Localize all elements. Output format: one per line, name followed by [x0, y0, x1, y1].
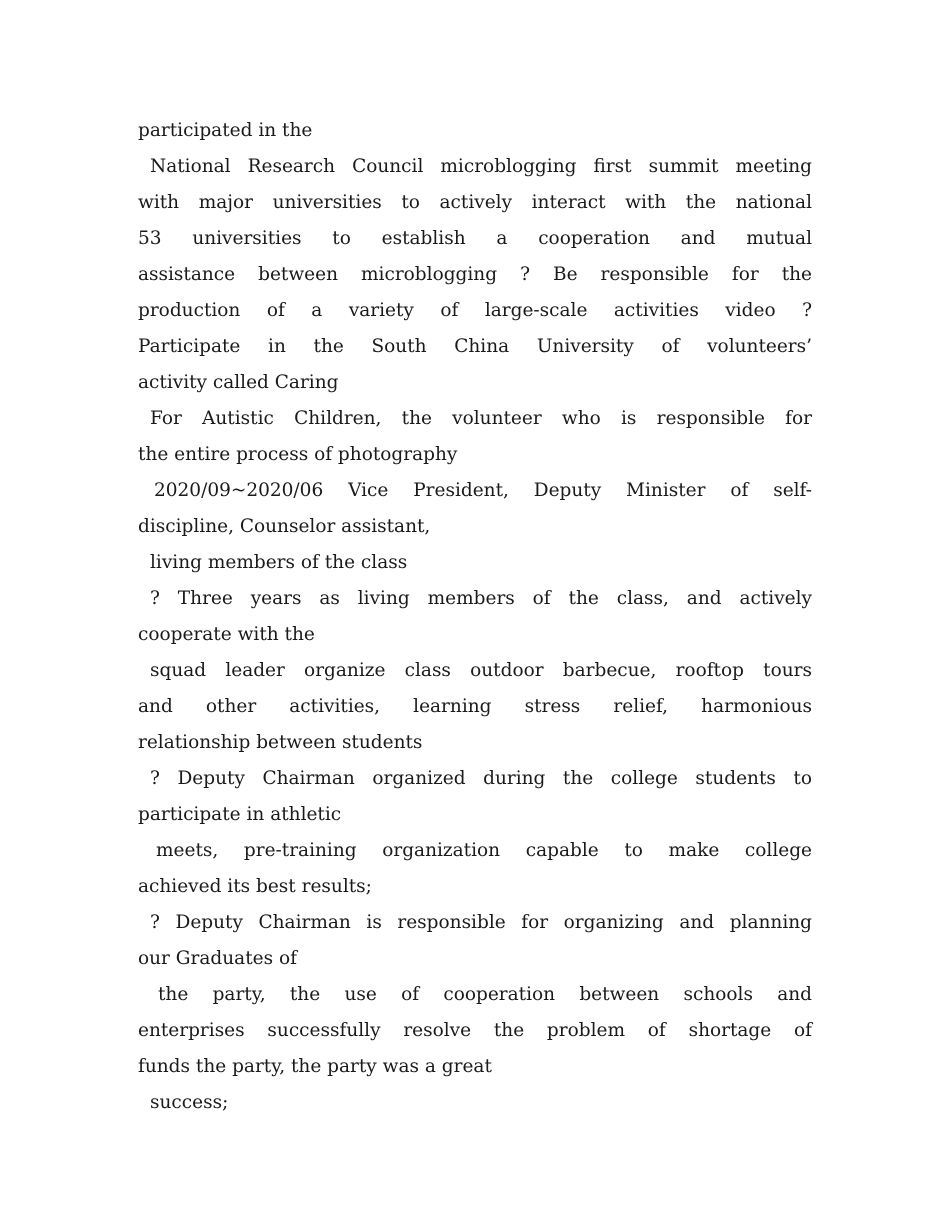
- text-line: discipline, Counselor assistant,: [138, 516, 431, 537]
- text-line: production of a variety of large-scale activities video ?: [138, 300, 812, 321]
- text-line: ? Three years as living members of the class, and actively: [150, 588, 812, 609]
- text-line: relationship between students: [138, 732, 423, 753]
- text-line: our Graduates of: [138, 948, 297, 969]
- text-line: achieved its best results;: [138, 876, 372, 897]
- document-body: [138, 113, 812, 1121]
- text-line: with major universities to actively interact with the national: [138, 192, 812, 213]
- text-line: activity called Caring: [138, 372, 339, 393]
- text-line: National Research Council microblogging first summit meeting: [150, 156, 812, 177]
- text-line: ? Deputy Chairman is responsible for organizing and planning: [150, 912, 812, 933]
- text-line: squad leader organize class outdoor barbecue, rooftop tours: [150, 660, 812, 681]
- text-line: assistance between microblogging ? Be responsible for the: [138, 264, 812, 285]
- text-line: success;: [150, 1092, 229, 1113]
- text-line: participated in the: [138, 120, 313, 141]
- text-line: Participate in the South China University of volunteers’: [138, 336, 812, 357]
- text-line: and other activities, learning stress relief, harmonious: [138, 696, 812, 717]
- text-line: the entire process of photography: [138, 444, 458, 465]
- text-line: the party, the use of cooperation between schools and: [158, 984, 812, 1005]
- text-line: funds the party, the party was a great: [138, 1056, 492, 1077]
- text-line: participate in athletic: [138, 804, 342, 825]
- text-line: 53 universities to establish a cooperation and mutual: [138, 228, 812, 249]
- text-line: For Autistic Children, the volunteer who is responsible for: [150, 408, 812, 429]
- text-line: meets, pre-training organization capable to make college: [156, 840, 812, 861]
- text-line: enterprises successfully resolve the problem of shortage of: [138, 1020, 812, 1041]
- text-line: 2020/09~2020/06 Vice President, Deputy Minister of self-: [154, 480, 812, 501]
- text-line: living members of the class: [150, 552, 408, 573]
- text-line: cooperate with the: [138, 624, 315, 645]
- text-line: ? Deputy Chairman organized during the college students to: [150, 768, 812, 789]
